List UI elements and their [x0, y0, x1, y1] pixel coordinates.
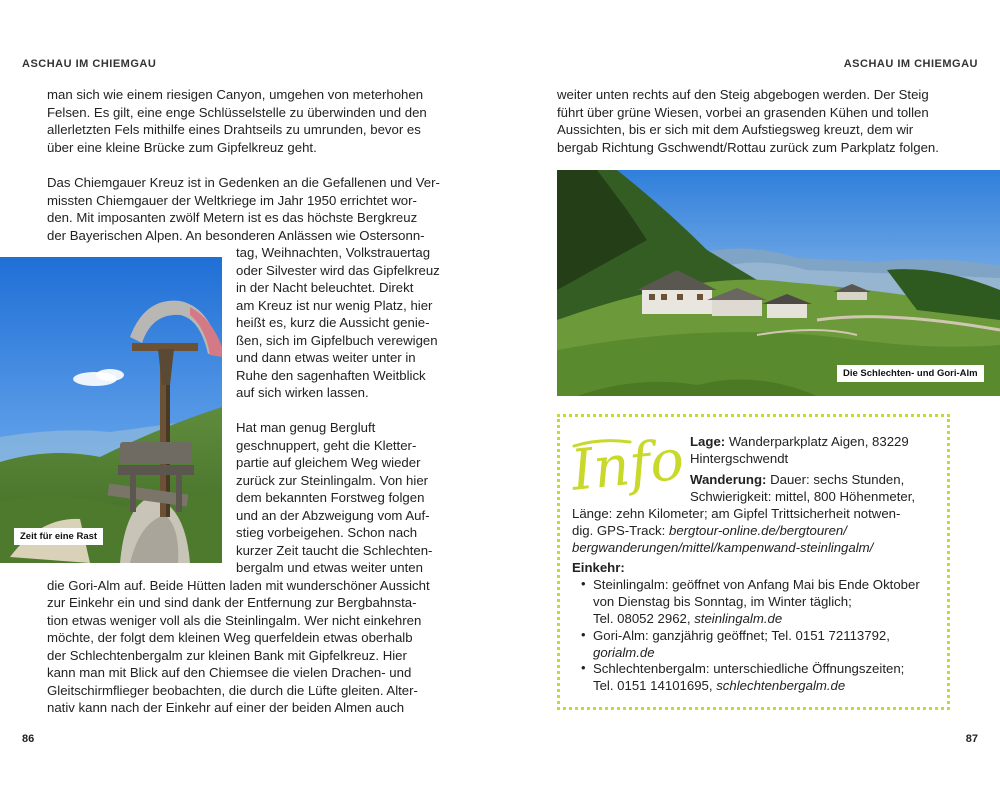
text-line: ßen, sich im Gipfelbuch verewigen: [236, 332, 438, 348]
info-gps-label: dig. GPS-Track:: [572, 523, 669, 538]
text-line: zur Einkehr ein und sind dank der Entfernung zur Bergbahnsta-: [47, 595, 417, 610]
text-line: man sich wie einem riesigen Canyon, umgehen von meterhohen: [47, 87, 424, 102]
photo-alm-huts: [557, 170, 1000, 396]
bullet-icon: •: [581, 627, 586, 642]
info-einkehr-3-line1: Schlechtenbergalm: unterschiedliche Öffnungszeiten;: [593, 661, 905, 676]
info-einkehr-3-line2: [593, 677, 845, 694]
text-line: kann man mit Blick auf den Chiemsee die vielen Drachen- und: [47, 665, 412, 680]
info-einkehr-1-line3: [593, 610, 782, 627]
text-line: auf sich wirken lassen.: [236, 385, 369, 400]
text-line: und dann etwas weiter unter in: [236, 350, 416, 365]
text-line: weiter unten rechts auf den Steig abgebogen werden. Der Steig: [557, 87, 929, 102]
photo-summit-cross: [0, 257, 222, 563]
text-line: tion etwas weniger voll als die Steinlingalm. Wer nicht einkehren: [47, 612, 422, 628]
text-line: geschnuppert, geht die Kletter-: [236, 437, 417, 453]
text-line: der Bayerischen Alpen. An besonderen Anlässen wie Ostersonn-: [47, 227, 425, 243]
caption-alm-huts: Die Schlechten- und Gori-Alm: [837, 365, 984, 382]
text-line: partie auf gleichem Weg wieder: [236, 455, 421, 470]
text-line: Hat man genug Bergluft: [236, 420, 376, 435]
info-einkehr-1-line1: Steinlingalm: geöffnet von Anfang Mai bis Ende Oktober: [593, 577, 920, 592]
info-wanderung-line4: [572, 522, 847, 539]
info-lage-label: Lage:: [690, 434, 726, 449]
info-wanderung-label: Wanderung:: [690, 472, 767, 487]
info-wanderung-line3: Länge: zehn Kilometer; am Gipfel Trittsicherheit notwen-: [572, 506, 901, 521]
text-line: der Schlechtenbergalm zur kleinen Bank mit Gipfelkreuz. Hier: [47, 647, 407, 663]
summit-cross-illustration: [0, 257, 222, 563]
running-head-left: ASCHAU IM CHIEMGAU: [22, 58, 157, 70]
text-line: die Gori-Alm auf. Beide Hütten laden mit wunderschöner Aussicht: [47, 577, 430, 593]
text-line: Felsen. Es gilt, eine enge Schlüsselstelle zu überwinden und den: [47, 104, 427, 120]
info-gps-link-cont[interactable]: bergwanderungen/mittel/kampenwand-steinlingalm/: [572, 540, 874, 555]
info-e3-link[interactable]: schlechtenbergalm.de: [716, 678, 846, 693]
info-logo-text: Info: [568, 427, 687, 504]
info-wanderung-line5: [572, 539, 873, 556]
info-gps-link[interactable]: bergtour-online.de/bergtouren/: [668, 523, 847, 538]
info-einkehr-heading: [572, 559, 625, 576]
text-line: zurück zur Steinlingalm. Von hier: [236, 472, 429, 488]
text-line: über eine kleine Brücke zum Gipfelkreuz geht.: [47, 139, 317, 155]
info-e2-link[interactable]: gorialm.de: [593, 645, 655, 660]
info-e1-phone: Tel. 08052 2962,: [593, 611, 695, 626]
text-line: bergalm und etwas weiter unten: [236, 560, 423, 575]
text-line: dem bekannten Forstweg folgen: [236, 490, 425, 505]
text-line: kurzer Zeit taucht die Schlechten-: [236, 542, 433, 558]
text-line: möchte, der folgt dem kleinen Weg querfeldein etwas oberhalb: [47, 630, 413, 645]
info-wanderung: [690, 471, 904, 488]
text-line: allerletzten Fels mithilfe eines Drahtseils zu umrunden, bevor es: [47, 122, 421, 137]
text-line: stieg vorbeigehen. Schon nach: [236, 525, 418, 540]
text-line: nativ kann nach der Einkehr auf einer der beiden Almen auch: [47, 700, 405, 715]
info-logo-icon: [568, 424, 687, 504]
info-einkehr-label: Einkehr:: [572, 560, 625, 575]
text-line: Aussichten, bis er sich mit dem Aufstiegsweg kreuzt, dem wir: [557, 122, 914, 137]
info-lage-line2: Hintergschwendt: [690, 451, 789, 466]
page-number-right: 87: [965, 733, 978, 745]
text-line: heißt es, kurz die Aussicht genie-: [236, 315, 430, 330]
alm-landscape-illustration: [557, 170, 1000, 396]
info-e3-phone: Tel. 0151 14101695,: [593, 678, 717, 693]
info-einkehr-2-line2: [593, 644, 655, 661]
text-line: bergab Richtung Gschwendt/Rottau zurück zum Parkplatz folgen.: [557, 139, 939, 155]
text-line: tag, Weihnachten, Volkstrauertag: [236, 245, 431, 260]
text-line: den. Mit imposanten zwölf Metern ist es das höchste Bergkreuz: [47, 210, 418, 225]
text-line: missten Chiemgauer der Weltkriege im Jahr 1950 errichtet wor-: [47, 192, 417, 208]
text-line: in der Nacht beleuchtet. Direkt: [236, 280, 414, 295]
caption-summit-cross: Zeit für eine Rast: [14, 528, 103, 545]
running-head-right: ASCHAU IM CHIEMGAU: [843, 58, 978, 70]
text-line: oder Silvester wird das Gipfelkreuz: [236, 262, 440, 278]
info-e1-link[interactable]: steinlingalm.de: [694, 611, 783, 626]
info-lage: [690, 433, 909, 450]
text-line: Gleitschirmflieger beobachten, die durch die Lüfte gleiten. Alter-: [47, 682, 418, 698]
text-line: am Kreuz ist nur wenig Platz, hier: [236, 297, 433, 313]
bullet-icon: •: [581, 660, 586, 675]
text-line: und an der Abzweigung vom Auf-: [236, 507, 430, 523]
info-wanderung-line2: Schwierigkeit: mittel, 800 Höhenmeter,: [690, 489, 916, 504]
info-einkehr-2-line1: Gori-Alm: ganzjährig geöffnet; Tel. 0151 72113792,: [593, 628, 890, 643]
page-number-left: 86: [22, 733, 35, 745]
info-lage-value: Wanderparkplatz Aigen, 83229: [728, 434, 909, 449]
text-line: führt über grüne Wiesen, vorbei an grasenden Kühen und tollen: [557, 104, 929, 120]
text-line: Ruhe den sagenhaften Weitblick: [236, 367, 426, 383]
info-wanderung-value: Dauer: sechs Stunden,: [770, 472, 905, 487]
text-line: Das Chiemgauer Kreuz ist in Gedenken an die Gefallenen und Ver-: [47, 175, 440, 190]
info-einkehr-1-line2: von Dienstag bis Sonntag, im Winter täglich;: [593, 594, 852, 609]
bullet-icon: •: [581, 576, 586, 591]
